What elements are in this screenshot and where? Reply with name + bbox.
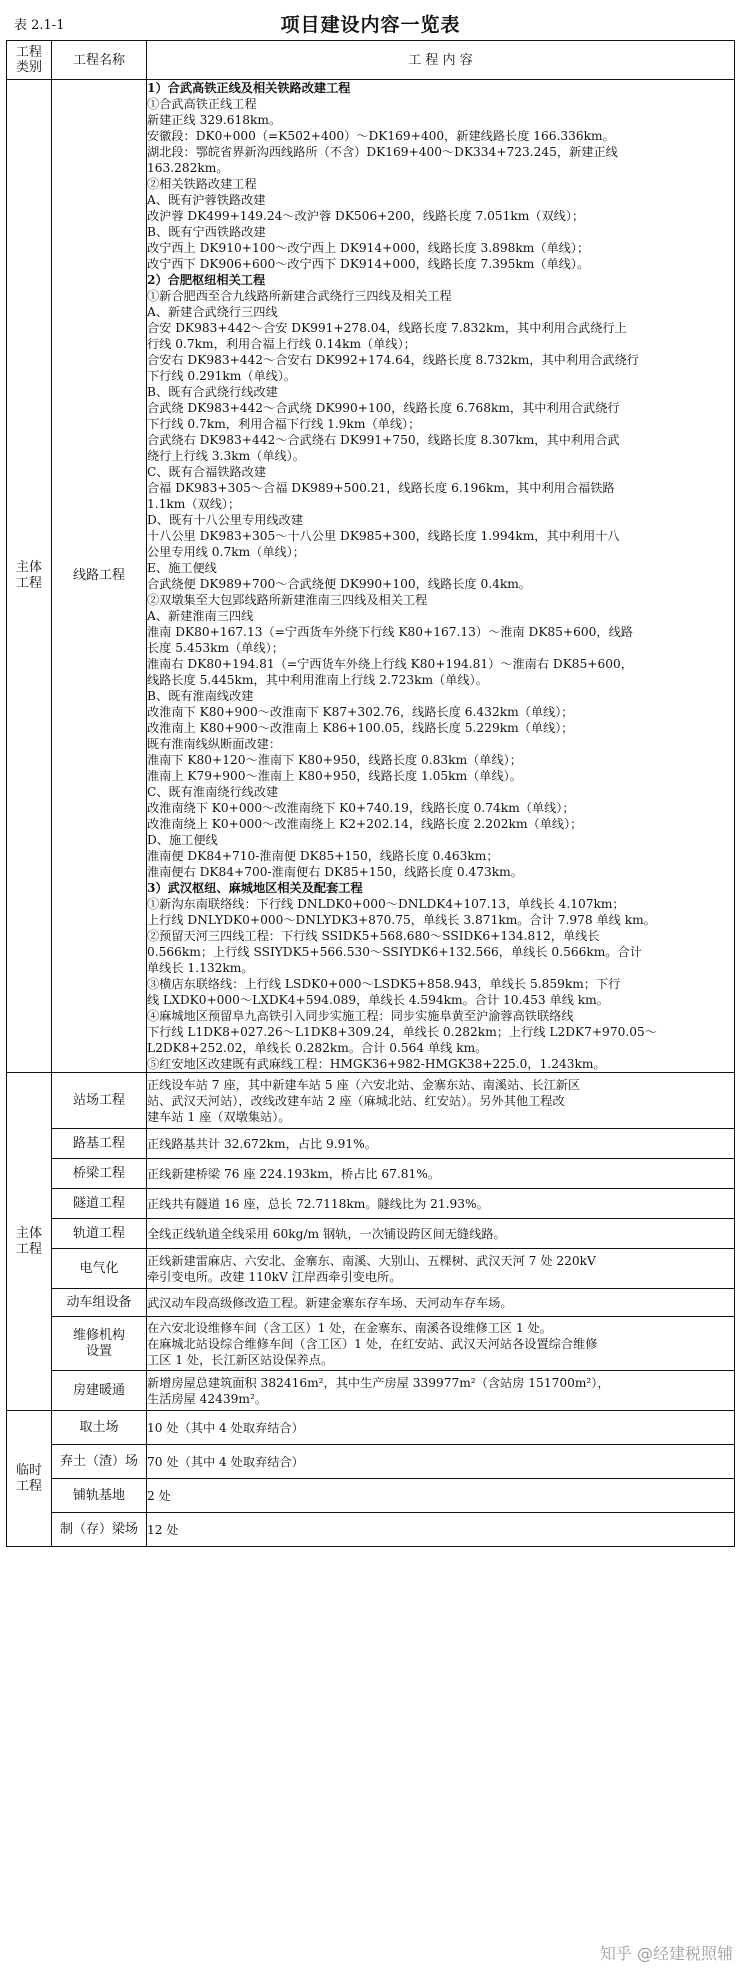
content-line: 合安 DK983+442～合安 DK991+278.04，线路长度 7.832km，其中利用合武绕行上 bbox=[147, 321, 627, 335]
content-line: 淮南右 DK80+194.81（=宁西货车外绕上行线 K80+194.81）～淮南右 DK85+600， bbox=[147, 657, 633, 671]
content-line: 正线新建桥梁 76 座 224.193km，桥占比 67.81%。 bbox=[147, 1166, 441, 1181]
table-number: 表 2.1-1 bbox=[14, 18, 65, 33]
item-content bbox=[147, 1129, 735, 1159]
table-header bbox=[6, 10, 735, 36]
content-line: 淮南 DK80+167.13（=宁西货车外绕下行线 K80+167.13）～淮南 DK85+600，线路 bbox=[147, 625, 633, 639]
item-name: 取土场 bbox=[52, 1411, 147, 1445]
content-line: 线 LXDK0+000～LXDK4+594.089，单线长 4.594km。合计 10.453 单线 km。 bbox=[147, 993, 609, 1007]
content-line: 1）合武高铁正线及相关铁路改建工程 bbox=[147, 81, 351, 95]
content-line: ④麻城地区预留阜九高铁引入同步实施工程：同步实施阜黄至沪渝蓉高铁联络线 bbox=[147, 1009, 574, 1023]
item-name: 铺轨基地 bbox=[52, 1479, 147, 1513]
item-content bbox=[147, 1219, 735, 1249]
content-line: L2DK8+252.02，单线长 0.282km。合计 0.564 单线 km。 bbox=[147, 1041, 488, 1055]
content-line: 改淮南绕下 K0+000～改淮南绕下 K0+740.19，线路长度 0.74km（单线）； bbox=[147, 801, 575, 815]
content-line: ②预留天河三四线工程：下行线 SSIDK5+568.680～SSIDK6+134.812，单线长 bbox=[147, 929, 600, 943]
content-line: ②双墩集至大包郢线路所新建淮南三四线及相关工程 bbox=[147, 593, 428, 607]
content-line: 建车站 1 座（双墩集站）。 bbox=[147, 1109, 291, 1124]
content-line: 新建正线 329.618km。 bbox=[147, 113, 282, 127]
item-name: 轨道工程 bbox=[52, 1219, 147, 1249]
content-line: D、施工便线 bbox=[147, 833, 218, 847]
item-content bbox=[147, 1289, 735, 1317]
content-line: 3）武汉枢纽、麻城地区相关及配套工程 bbox=[147, 881, 363, 895]
content-line: 淮南便右 DK84+700-淮南便右 DK85+150，线路长度 0.473km。 bbox=[147, 865, 523, 879]
content-line: 改淮南下 K80+900～改淮南下 K87+302.76，线路长度 6.432km（单线）； bbox=[147, 705, 574, 719]
content-line: 绕行上行线 3.3km（单线）。 bbox=[147, 449, 305, 463]
table-row bbox=[7, 1317, 735, 1371]
header-type: 工程 类别 bbox=[7, 41, 52, 80]
content-line: 线路长度 5.445km，其中利用淮南上行线 2.723km（单线）。 bbox=[147, 673, 488, 687]
content-line: 下行线 L1DK8+027.26～L1DK8+309.24，单线长 0.282km；上行线 L2DK7+970.05～ bbox=[147, 1025, 657, 1039]
content-line: 改沪蓉 DK499+149.24～改沪蓉 DK506+200，线路长度 7.051km（双线）； bbox=[147, 209, 585, 223]
content-line: 改宁西下 DK906+600～改宁西下 DK914+000，线路长度 7.395km（单线）。 bbox=[147, 257, 590, 271]
content-line: 70 处（其中 4 处取弃结合） bbox=[147, 1454, 304, 1469]
content-line: 牵引变电所。改建 110kV 江岸西牵引变电所。 bbox=[147, 1269, 402, 1284]
content-line: 2 处 bbox=[147, 1488, 171, 1503]
content-line: 在六安北设维修车间（含工区）1 处，在金寨东、南溪各设维修工区 1 处。 bbox=[147, 1320, 552, 1335]
content-line: 全线正线轨道全线采用 60kg/m 钢轨，一次铺设跨区间无缝线路。 bbox=[147, 1226, 506, 1241]
content-line: 长度 5.453km（单线）； bbox=[147, 641, 284, 655]
content-line: 淮南上 K79+900～淮南上 K80+950，线路长度 1.05km（单线）。 bbox=[147, 769, 522, 783]
content-line: 淮南下 K80+120～淮南下 K80+950，线路长度 0.83km（单线）； bbox=[147, 753, 522, 767]
item-content bbox=[147, 1317, 735, 1371]
content-line: A、既有沪蓉铁路改建 bbox=[147, 193, 266, 207]
item-content bbox=[147, 80, 735, 1073]
content-line: 武汉动车段高级修改造工程。新建金寨东存车场、天河动车存车场。 bbox=[147, 1295, 513, 1310]
content-table bbox=[6, 40, 735, 1547]
table-row bbox=[7, 1411, 735, 1445]
item-content bbox=[147, 1249, 735, 1289]
content-line: B、既有宁西铁路改建 bbox=[147, 225, 266, 239]
content-line: ⑤红安地区改建既有武麻线工程：HMGK36+982-HMGK38+225.0，1.243km。 bbox=[147, 1057, 606, 1071]
header-name: 工程名称 bbox=[52, 41, 147, 80]
content-line: A、新建合武绕行三四线 bbox=[147, 305, 278, 319]
table-row bbox=[7, 1219, 735, 1249]
content-line: 163.282km。 bbox=[147, 161, 229, 175]
content-line: 合安右 DK983+442～合安右 DK992+174.64，线路长度 8.732km，其中利用合武绕行 bbox=[147, 353, 639, 367]
content-line: 新增房屋总建筑面积 382416m²，其中生产房屋 339977m²（含站房 151700m²）， bbox=[147, 1375, 610, 1390]
item-name: 路基工程 bbox=[52, 1129, 147, 1159]
content-line: 改淮南上 K80+900～改淮南上 K86+100.05，线路长度 5.229km（单线）； bbox=[147, 721, 574, 735]
content-line: 下行线 0.291km（单线）。 bbox=[147, 369, 297, 383]
content-line: 合武绕便 DK989+700～合武绕便 DK990+100，线路长度 0.4km。 bbox=[147, 577, 531, 591]
content-line: 安徽段：DK0+000（=K502+400）～DK169+400，新建线路长度 166.336km。 bbox=[147, 129, 615, 143]
table-row bbox=[7, 1445, 735, 1479]
content-line: 正线新建雷麻店、六安北、金寨东、南溪、大别山、五棵树、武汉天河 7 处 220kV bbox=[147, 1253, 596, 1268]
content-line: 在麻城北站设综合维修车间（含工区）1 处，在红安站、武汉天河站各设置综合维修 bbox=[147, 1336, 598, 1351]
table-row bbox=[7, 1513, 735, 1547]
row-line-engineering bbox=[7, 80, 735, 1073]
item-content bbox=[147, 1159, 735, 1189]
content-line: 12 处 bbox=[147, 1522, 179, 1537]
content-line: B、既有淮南线改建 bbox=[147, 689, 254, 703]
content-line: 正线设车站 7 座，其中新建车站 5 座（六安北站、金寨东站、南溪站、长江新区 bbox=[147, 1077, 581, 1092]
content-line: ①新合肥西至合九线路所新建合武绕行三四线及相关工程 bbox=[147, 289, 452, 303]
table-row bbox=[7, 1129, 735, 1159]
content-line: 正线路基共计 32.672km，占比 9.91%。 bbox=[147, 1136, 377, 1151]
content-line: C、既有淮南绕行线改建 bbox=[147, 785, 279, 799]
content-line: 改宁西上 DK910+100～改宁西上 DK914+000，线路长度 3.898km（单线）； bbox=[147, 241, 590, 255]
table-row bbox=[7, 1189, 735, 1219]
category-main-engineering-2: 主体 工程 bbox=[7, 1073, 52, 1411]
category-temporary-engineering: 临时 工程 bbox=[7, 1411, 52, 1547]
item-name: 房建暖通 bbox=[52, 1371, 147, 1411]
category-main-engineering: 主体 工程 bbox=[7, 80, 52, 1073]
item-name: 动车组设备 bbox=[52, 1289, 147, 1317]
item-name: 电气化 bbox=[52, 1249, 147, 1289]
content-line: 合福 DK983+305～合福 DK989+500.21，线路长度 6.196km，其中利用合福铁路 bbox=[147, 481, 615, 495]
content-line: 站、武汉天河站），改线改建车站 2 座（麻城北站、红安站）。另外其他工程改 bbox=[147, 1093, 565, 1108]
content-line: 公里专用线 0.7km（单线）； bbox=[147, 545, 305, 559]
content-line: 单线长 1.132km。 bbox=[147, 961, 254, 975]
table-row bbox=[7, 1479, 735, 1513]
content-line: 下行线 0.7km，利用合福下行线 1.9km（单线）； bbox=[147, 417, 421, 431]
content-line: E、施工便线 bbox=[147, 561, 217, 575]
item-content bbox=[147, 1189, 735, 1219]
content-line: ③横店东联络线：上行线 LSDK0+000～LSDK5+858.943，单线长 5.859km；下行 bbox=[147, 977, 621, 991]
content-line: 1.1km（双线）； bbox=[147, 497, 241, 511]
table-row bbox=[7, 1371, 735, 1411]
item-content bbox=[147, 1513, 735, 1547]
item-name: 站场工程 bbox=[52, 1073, 147, 1129]
item-name: 制（存）梁场 bbox=[52, 1513, 147, 1547]
item-content bbox=[147, 1073, 735, 1129]
item-name: 线路工程 bbox=[52, 80, 147, 1073]
content-line: 正线共有隧道 16 座，总长 72.7118km。隧线比为 21.93%。 bbox=[147, 1196, 489, 1211]
content-line: 行线 0.7km，利用合福上行线 0.14km（单线）； bbox=[147, 337, 416, 351]
item-content bbox=[147, 1445, 735, 1479]
content-line: 生活房屋 42439m²。 bbox=[147, 1391, 268, 1406]
header-content: 工 程 内 容 bbox=[147, 41, 735, 80]
content-line: ①合武高铁正线工程 bbox=[147, 97, 257, 111]
content-line: 0.566km；上行线 SSIYDK5+566.530～SSIYDK6+132.566，单线长 0.566km。合计 bbox=[147, 945, 642, 959]
content-line: 既有淮南线纵断面改建： bbox=[147, 737, 282, 751]
content-line: C、既有合福铁路改建 bbox=[147, 465, 267, 479]
content-line: 湖北段：鄂皖省界新沟西线路所（不含）DK169+400～DK334+723.245，新建正线 bbox=[147, 145, 618, 159]
content-line: D、既有十八公里专用线改建 bbox=[147, 513, 304, 527]
watermark: 知乎 @经建税照辅 bbox=[599, 1944, 733, 1963]
item-content bbox=[147, 1371, 735, 1411]
content-line: B、既有合武绕行线改建 bbox=[147, 385, 278, 399]
content-line: 2）合肥枢纽相关工程 bbox=[147, 273, 266, 287]
content-line: A、新建淮南三四线 bbox=[147, 609, 254, 623]
content-line: 淮南便 DK84+710-淮南便 DK85+150，线路长度 0.463km； bbox=[147, 849, 499, 863]
content-line: ②相关铁路改建工程 bbox=[147, 177, 257, 191]
content-line: 10 处（其中 4 处取弃结合） bbox=[147, 1420, 304, 1435]
item-content bbox=[147, 1411, 735, 1445]
table-row bbox=[7, 1249, 735, 1289]
content-line: ①新沟东南联络线：下行线 DNLDK0+000～DNLDK4+107.13，单线长 4.107km； bbox=[147, 897, 625, 911]
item-name: 桥梁工程 bbox=[52, 1159, 147, 1189]
content-line: 改淮南绕上 K0+000～改淮南绕上 K2+202.14，线路长度 2.202km（单线）； bbox=[147, 817, 583, 831]
item-name: 维修机构 设置 bbox=[52, 1317, 147, 1371]
content-line: 十八公里 DK983+305～十八公里 DK985+300，线路长度 1.994km，其中利用十八 bbox=[147, 529, 620, 543]
table-row bbox=[7, 1159, 735, 1189]
table-title: 项目建设内容一览表 bbox=[280, 14, 461, 36]
table-header-row bbox=[7, 41, 735, 80]
item-content bbox=[147, 1479, 735, 1513]
table-row bbox=[7, 1289, 735, 1317]
content-line: 合武绕右 DK983+442～合武绕右 DK991+750，线路长度 8.307km，其中利用合武 bbox=[147, 433, 620, 447]
table-row bbox=[7, 1073, 735, 1129]
item-name: 隧道工程 bbox=[52, 1189, 147, 1219]
content-line: 上行线 DNLYDK0+000～DNLYDK3+870.75，单线长 3.871km。合计 7.978 单线 km。 bbox=[147, 913, 656, 927]
item-name: 弃土（渣）场 bbox=[52, 1445, 147, 1479]
content-line: 合武绕 DK983+442～合武绕 DK990+100，线路长度 6.768km，其中利用合武绕行 bbox=[147, 401, 620, 415]
content-line: 工区 1 处，长江新区站设保养点。 bbox=[147, 1352, 334, 1367]
